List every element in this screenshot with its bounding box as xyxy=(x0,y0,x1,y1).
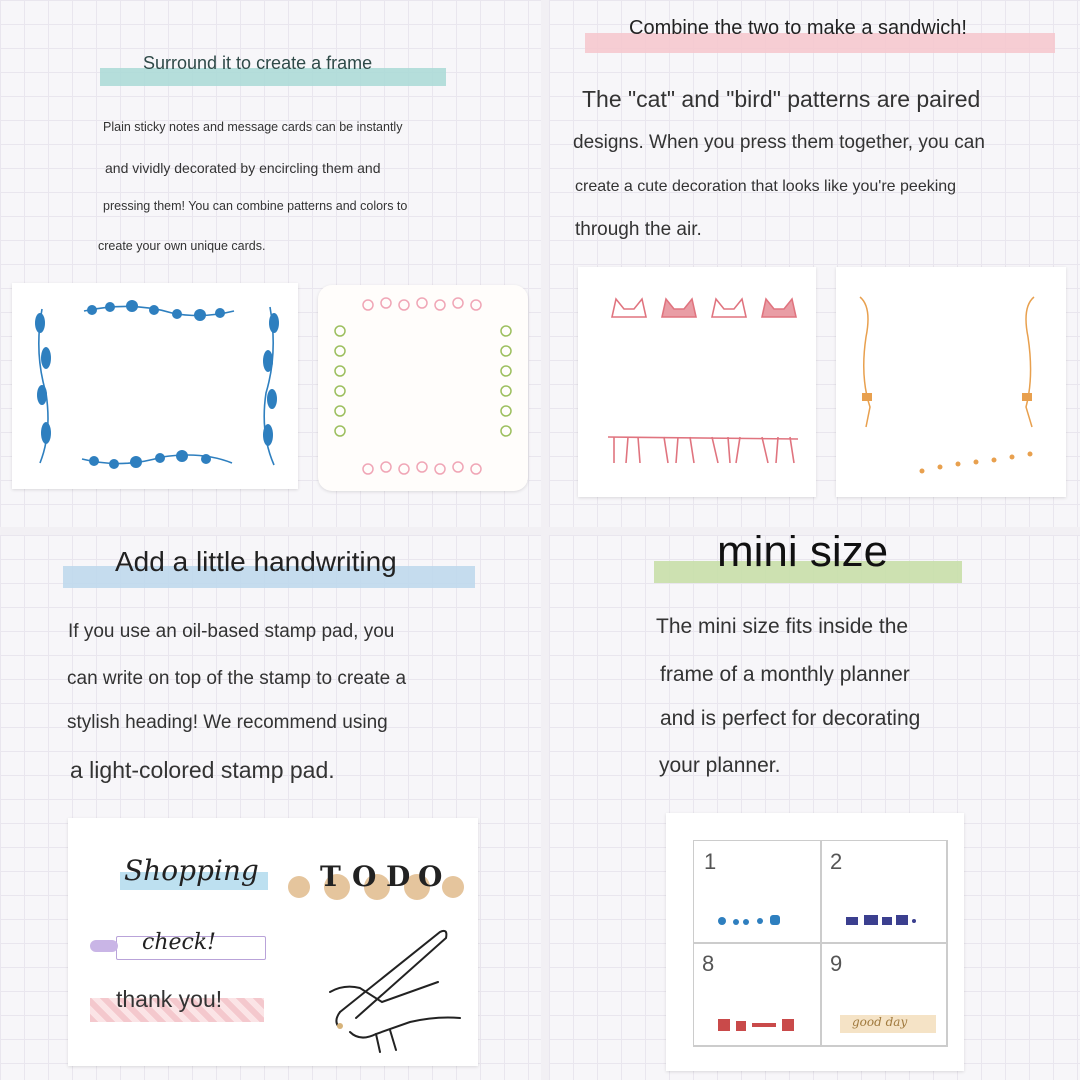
mini-body-line-3: and is perfect for decorating xyxy=(660,707,921,730)
mini-body-line-4: your planner. xyxy=(659,754,781,777)
sandwich-panel xyxy=(549,0,1080,527)
pink-frame-card xyxy=(318,285,528,491)
planner-day-1: 1 xyxy=(704,849,717,874)
handwriting-body-line-1: If you use an oil-based stamp pad, you xyxy=(68,621,395,642)
planner-stamp-red xyxy=(714,1013,804,1035)
check-text: check! xyxy=(142,930,217,955)
mini-body-line-2: frame of a monthly planner xyxy=(660,663,910,686)
handwriting-heading: Add a little handwriting xyxy=(115,546,397,577)
todo-letter-o2: O xyxy=(418,860,443,893)
mini-heading: mini size xyxy=(717,535,889,576)
planner-day-9: 9 xyxy=(830,951,843,976)
bird-stamps xyxy=(836,267,1066,497)
frame-body-line-2: and vividly decorated by encircling them and xyxy=(105,160,381,176)
sandwich-body-line-4: through the air. xyxy=(575,219,702,240)
frame-panel xyxy=(0,0,541,527)
planner-card xyxy=(666,813,964,1071)
pink-green-frame xyxy=(318,285,528,491)
handwriting-card xyxy=(68,818,478,1066)
shopping-text: Shopping xyxy=(124,854,259,887)
blue-floral-frame xyxy=(12,283,298,489)
thanks-text: thank you! xyxy=(116,986,223,1012)
good-day-text: good day xyxy=(852,1015,908,1029)
cat-stamps xyxy=(578,267,816,497)
sandwich-body-line-2: designs. When you press them together, you can xyxy=(573,132,985,153)
frame-heading: Surround it to create a frame xyxy=(143,53,373,73)
planner-day-8: 8 xyxy=(702,951,715,976)
planner-stamp-navy xyxy=(842,909,922,931)
sandwich-body-line-3: create a cute decoration that looks like you're peeking xyxy=(575,178,957,195)
bird-card xyxy=(836,267,1066,497)
planner-stamp-blue xyxy=(716,909,786,931)
todo-letter-o1: O xyxy=(352,860,377,893)
sandwich-heading: Combine the two to make a sandwich! xyxy=(629,17,967,39)
todo-letter-t: T xyxy=(320,860,341,893)
planner-day-2: 2 xyxy=(830,849,843,874)
blue-frame-card xyxy=(12,283,298,489)
frame-body-line-1: Plain sticky notes and message cards can be instantly xyxy=(103,120,403,134)
check-tag-knot xyxy=(90,940,118,952)
mini-panel xyxy=(549,535,1080,1080)
handwriting-body-line-2: can write on top of the stamp to create a xyxy=(67,668,407,689)
handwriting-body-line-4: a light-colored stamp pad. xyxy=(70,757,335,783)
frame-body-line-4: create your own unique cards. xyxy=(98,239,266,253)
todo-letter-d: D xyxy=(386,860,411,893)
handwriting-panel xyxy=(0,535,541,1080)
cat-card xyxy=(578,267,816,497)
sandwich-body-line-1: The "cat" and "bird" patterns are paired xyxy=(582,86,981,112)
frame-body-line-3: pressing them! You can combine patterns and colors to xyxy=(103,199,408,213)
mini-body-line-1: The mini size fits inside the xyxy=(656,615,909,638)
handwriting-body-line-3: stylish heading! We recommend using xyxy=(67,712,388,733)
hand-pen-illustration xyxy=(320,922,470,1062)
